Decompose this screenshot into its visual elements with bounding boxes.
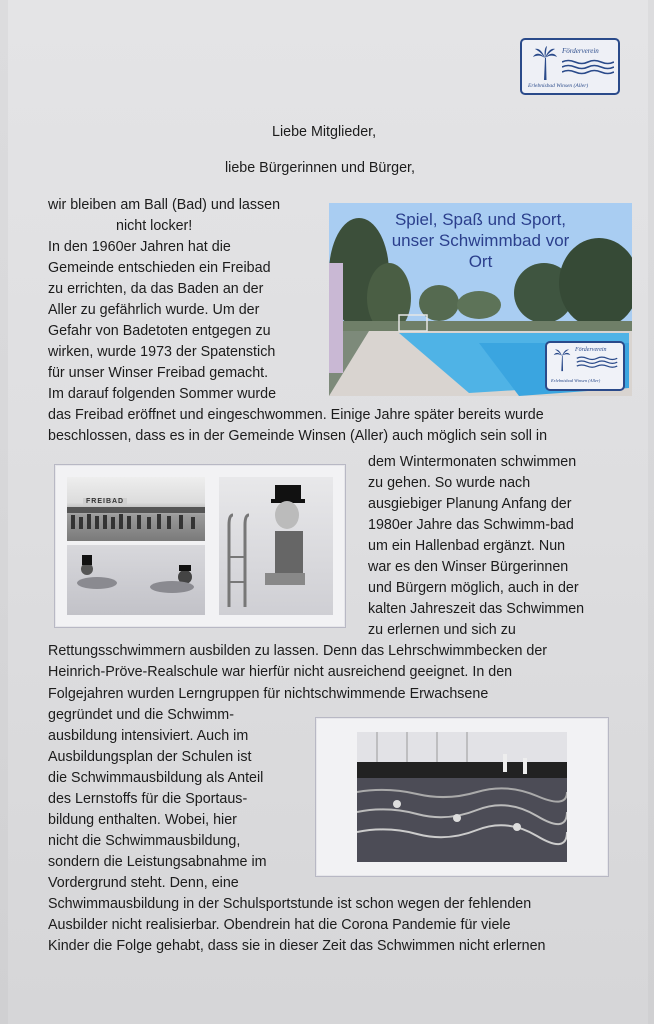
body-line-20: kalten Jahreszeit das Schwimmen <box>368 601 585 617</box>
swimmers-scene <box>67 545 205 615</box>
body-line-9: für unser Winser Freibad gemacht. <box>48 365 269 381</box>
body-line-36: Kinder die Folge gehabt, dass sie in dieser Zeit das Schwimmen nicht erlernen <box>48 938 546 954</box>
greeting-line-2: liebe Bürgerinnen und Bürger, <box>225 160 415 176</box>
body-line-10: Im darauf folgenden Sommer wurde <box>48 386 277 402</box>
body-line-25: gegründet und die Schwimm- <box>48 707 234 723</box>
indoor-pool-photo-frame <box>315 717 609 877</box>
body-line-31: nicht die Schwimmausbildung, <box>48 833 241 849</box>
photo-swimmers-with-hats <box>67 545 205 615</box>
body-line-17: um ein Hallenbad ergänzt. Nun <box>368 538 566 554</box>
body-line-18: war es den Winser Bürgerinnen <box>368 559 569 575</box>
body-line-19: und Bürgern möglich, auch in der <box>368 580 579 596</box>
logo-subtitle: Erlebnisbad Winsen (Aller) <box>528 83 589 89</box>
body-line-33: Vordergrund steht. Denn, eine <box>48 875 239 891</box>
waves-icon <box>562 59 614 77</box>
hero-palm-tree-icon <box>553 347 571 373</box>
historic-photo-collage <box>54 464 346 628</box>
hero-pool-image <box>329 203 632 396</box>
photo-man-top-hat-ladder <box>219 477 333 615</box>
hero-title-line-2: unser Schwimmbad vor <box>391 231 570 250</box>
greeting-line-1: Liebe Mitglieder, <box>272 124 377 140</box>
body-line-27: Ausbildungsplan der Schulen ist <box>48 749 252 765</box>
indoor-pool-scene <box>357 732 567 862</box>
body-line-30: bildung enthalten. Wobei, hier <box>48 812 237 828</box>
body-line-3: In den 1960er Jahren hat die <box>48 239 231 255</box>
body-line-29: des Lernstoffs für die Sportaus- <box>48 791 248 807</box>
hero-waves-icon <box>575 356 619 370</box>
body-line-24: Folgejahren wurden Lerngruppen für nichtschwimmende Erwachsene <box>48 686 489 702</box>
body-line-32: sondern die Leistungsabnahme im <box>48 854 267 870</box>
body-line-6: Aller zu gefährlich wurde. Um der <box>48 302 260 318</box>
body-line-21: zu erlernen und sich zu <box>368 622 516 638</box>
body-line-14: zu gehen. So wurde nach <box>368 475 531 491</box>
body-line-8: wirken, wurde 1973 der Spatenstich <box>48 344 276 360</box>
body-line-5: zu errichten, da das Baden an der <box>48 281 264 297</box>
body-line-28: die Schwimmausbildung als Anteil <box>48 770 264 786</box>
document-page <box>8 0 648 1024</box>
body-line-7: Gefahr von Badetoten entgegen zu <box>48 323 271 339</box>
body-line-1: wir bleiben am Ball (Bad) und lassen <box>48 197 281 213</box>
body-line-11: das Freibad eröffnet und eingeschwommen. Einige Jahre später bereits wurde <box>48 407 544 423</box>
hero-logo-title: Förderverein <box>575 347 607 353</box>
photo-indoor-pool <box>357 732 567 862</box>
body-line-12: beschlossen, dass es in der Gemeinde Winsen (Aller) auch möglich sein soll in <box>48 428 548 444</box>
man-on-ladder <box>219 477 333 615</box>
body-line-13: dem Wintermonaten schwimmen <box>368 454 577 470</box>
photo-freibad-entrance <box>67 477 205 541</box>
hero-title-line-1: Spiel, Spaß und Sport, <box>394 210 567 229</box>
hero-logo <box>545 341 625 391</box>
body-line-4: Gemeinde entschieden ein Freibad <box>48 260 271 276</box>
hero-logo-subtitle: Erlebnisbad Winsen (Aller) <box>551 378 601 383</box>
body-line-22: Rettungsschwimmern ausbilden zu lassen. Denn das Lehrschwimmbecken der <box>48 643 548 659</box>
body-line-26: ausbildung intensiviert. Auch im <box>48 728 249 744</box>
palm-tree-icon <box>532 46 558 82</box>
logo-title: Förderverein <box>562 47 599 55</box>
body-line-34: Schwimmausbildung in der Schulsportstunde ist schon wegen der fehlenden <box>48 896 532 912</box>
body-line-15: ausgiebiger Planung Anfang der <box>368 496 572 512</box>
hero-title <box>329 209 632 272</box>
crowd-figures <box>67 477 205 541</box>
body-line-16: 1980er Jahre das Schwimm-bad <box>368 517 574 533</box>
body-line-2: nicht locker! <box>116 218 193 234</box>
body-line-35: Ausbilder nicht realisierbar. Obendrein hat die Corona Pandemie für viele <box>48 917 511 933</box>
hero-title-line-3: Ort <box>468 252 493 271</box>
club-logo <box>520 38 620 95</box>
freibad-sign: FREIBAD <box>83 498 127 505</box>
body-line-23: Heinrich-Pröve-Realschule war hierfür nicht ausreichend geeignet. In den <box>48 664 513 680</box>
